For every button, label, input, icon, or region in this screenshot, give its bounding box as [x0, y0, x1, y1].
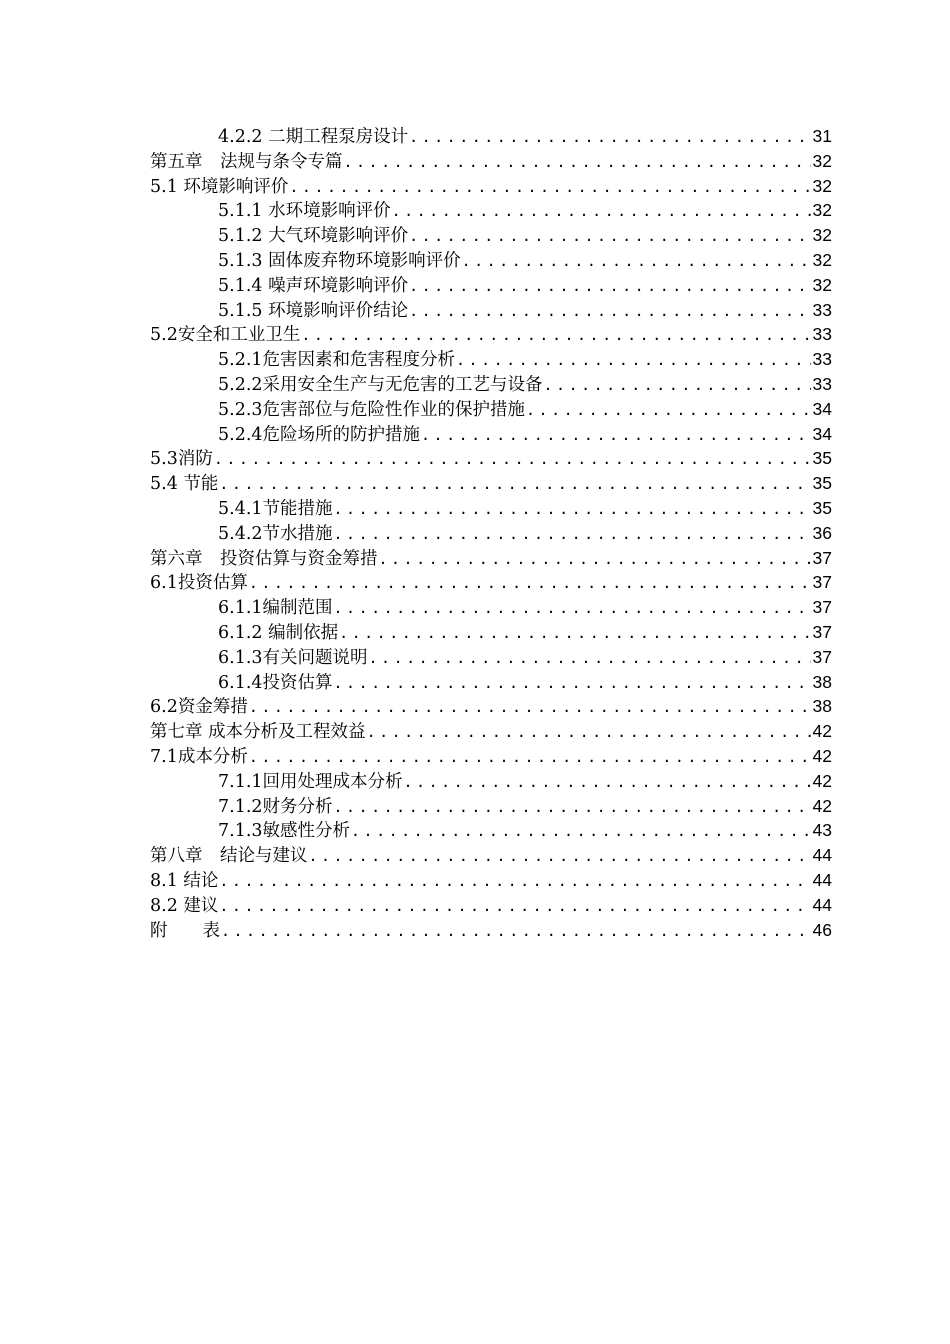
toc-entry[interactable]	[150, 818, 832, 843]
toc-entry-title: 8.1 结论	[150, 870, 219, 891]
toc-entry[interactable]	[150, 347, 832, 372]
toc-entry[interactable]	[150, 273, 832, 298]
toc-dot-leader	[344, 150, 811, 175]
toc-entry-title: 第五章 法规与条令专篇	[150, 151, 343, 172]
toc-entry-title: 第六章 投资估算与资金筹措	[150, 548, 378, 569]
toc-entry-title: 8.2 建议	[150, 895, 219, 916]
toc-dot-leader	[219, 869, 810, 894]
table-of-contents	[150, 124, 832, 942]
toc-dot-leader	[392, 199, 811, 224]
toc-page-number: 34	[812, 398, 832, 419]
toc-page-number: 37	[812, 646, 832, 667]
toc-page-number: 33	[812, 299, 832, 320]
toc-entry-title: 6.1.2 编制依据	[218, 622, 339, 643]
toc-page-number: 33	[812, 349, 832, 370]
toc-entry[interactable]	[150, 298, 832, 323]
toc-dot-leader	[421, 423, 811, 448]
toc-entry-title: 7.1.2财务分析	[218, 796, 333, 817]
toc-entry[interactable]	[150, 521, 832, 546]
toc-dot-leader	[249, 571, 811, 596]
toc-page-number: 42	[812, 770, 832, 791]
toc-page-number: 44	[812, 894, 832, 915]
toc-entry[interactable]	[150, 174, 832, 199]
toc-page-number: 43	[812, 820, 832, 841]
toc-entry-title: 6.1.3有关问题说明	[218, 647, 368, 668]
toc-page-number: 35	[812, 497, 832, 518]
toc-entry-title: 5.1 环境影响评价	[150, 176, 289, 197]
toc-entry[interactable]	[150, 670, 832, 695]
toc-entry-title: 5.1.4 噪声环境影响评价	[218, 275, 409, 296]
toc-page-number: 32	[812, 225, 832, 246]
toc-page-number: 37	[812, 621, 832, 642]
toc-entry[interactable]	[150, 843, 832, 868]
toc-entry[interactable]	[150, 322, 832, 347]
toc-dot-leader	[334, 522, 811, 547]
toc-entry[interactable]	[150, 868, 832, 893]
toc-entry-title: 5.2.3危害部位与危险性作业的保护措施	[218, 399, 526, 420]
toc-page-number: 37	[812, 572, 832, 593]
toc-entry[interactable]	[150, 446, 832, 471]
toc-entry[interactable]	[150, 496, 832, 521]
toc-dot-leader	[339, 621, 810, 646]
toc-entry-title: 5.4.2节水措施	[218, 523, 333, 544]
toc-entry-title: 5.1.1 水环境影响评价	[218, 201, 391, 222]
toc-dot-leader	[409, 125, 810, 150]
toc-entry[interactable]	[150, 546, 832, 571]
toc-entry[interactable]	[150, 719, 832, 744]
toc-dot-leader	[544, 373, 811, 398]
toc-entry-title: 7.1.1回用处理成本分析	[218, 771, 403, 792]
toc-entry[interactable]	[150, 645, 832, 670]
toc-entry[interactable]	[150, 595, 832, 620]
toc-dot-leader	[367, 720, 811, 745]
toc-entry-title: 第八章 结论与建议	[150, 846, 308, 867]
toc-dot-leader	[456, 348, 811, 373]
toc-dot-leader	[219, 894, 810, 919]
toc-page-number: 44	[812, 845, 832, 866]
toc-page-number: 37	[812, 547, 832, 568]
toc-entry-title: 5.4.1节能措施	[218, 498, 333, 519]
toc-entry[interactable]	[150, 744, 832, 769]
toc-entry-title: 6.1.1编制范围	[218, 598, 333, 619]
toc-page-number: 42	[812, 745, 832, 766]
toc-dot-leader	[249, 745, 811, 770]
toc-dot-leader	[379, 547, 811, 572]
toc-page-number: 32	[812, 200, 832, 221]
toc-entry-title: 5.3消防	[150, 449, 213, 470]
toc-entry-title: 5.4 节能	[150, 474, 219, 495]
toc-dot-leader	[404, 770, 811, 795]
toc-entry-title: 5.2.2采用安全生产与无危害的工艺与设备	[218, 374, 543, 395]
toc-entry-title: 6.1投资估算	[150, 573, 248, 594]
toc-page-number: 42	[812, 795, 832, 816]
toc-entry[interactable]	[150, 124, 832, 149]
toc-dot-leader	[462, 249, 811, 274]
toc-page-number: 35	[812, 448, 832, 469]
toc-page-number: 34	[812, 423, 832, 444]
toc-dot-leader	[409, 224, 810, 249]
toc-page-number: 32	[812, 175, 832, 196]
toc-entry-title: 5.1.3 固体废弃物环境影响评价	[218, 250, 461, 271]
toc-dot-leader	[351, 819, 811, 844]
toc-entry[interactable]	[150, 794, 832, 819]
toc-entry[interactable]	[150, 570, 832, 595]
toc-entry-title: 7.1成本分析	[150, 746, 248, 767]
toc-dot-leader	[309, 844, 811, 869]
toc-entry-title: 附 表	[150, 920, 220, 941]
toc-entry-title: 第七章 成本分析及工程效益	[150, 722, 366, 743]
toc-entry-title: 5.2.1危害因素和危害程度分析	[218, 350, 456, 371]
toc-dot-leader	[409, 274, 810, 299]
toc-dot-leader	[334, 795, 811, 820]
toc-entry[interactable]	[150, 223, 832, 248]
toc-entry-title: 6.1.4投资估算	[218, 672, 333, 693]
toc-entry-title: 4.2.2 二期工程泵房设计	[218, 127, 409, 147]
toc-entry-title: 5.2安全和工业卫生	[150, 325, 301, 346]
toc-dot-leader	[409, 299, 810, 324]
toc-page-number: 33	[812, 324, 832, 345]
toc-page-number: 38	[812, 696, 832, 717]
toc-page-number: 32	[812, 249, 832, 270]
toc-entry[interactable]	[150, 397, 832, 422]
toc-entry-title: 6.2资金筹措	[150, 697, 248, 718]
toc-entry[interactable]	[150, 471, 832, 496]
toc-page-number: 32	[812, 150, 832, 171]
toc-dot-leader	[334, 596, 811, 621]
toc-dot-leader	[219, 472, 810, 497]
toc-entry[interactable]	[150, 149, 832, 174]
toc-dot-leader	[289, 175, 810, 200]
toc-entry-title: 5.1.5 环境影响评价结论	[218, 300, 409, 321]
toc-page-number: 31	[812, 126, 832, 146]
toc-dot-leader	[526, 398, 811, 423]
toc-dot-leader	[221, 919, 811, 944]
toc-entry[interactable]	[150, 372, 832, 397]
toc-entry[interactable]	[150, 620, 832, 645]
toc-page-number: 46	[812, 919, 832, 940]
toc-entry[interactable]	[150, 769, 832, 794]
toc-entry-title: 5.1.2 大气环境影响评价	[218, 226, 409, 247]
toc-page-number: 36	[812, 522, 832, 543]
toc-entry[interactable]	[150, 248, 832, 273]
toc-page-number: 38	[812, 671, 832, 692]
toc-entry[interactable]	[150, 422, 832, 447]
toc-dot-leader	[214, 447, 811, 472]
toc-dot-leader	[334, 497, 811, 522]
toc-page-number: 42	[812, 721, 832, 742]
toc-page-number: 35	[812, 473, 832, 494]
toc-page-number: 32	[812, 274, 832, 295]
toc-entry[interactable]	[150, 198, 832, 223]
toc-dot-leader	[301, 323, 810, 348]
toc-dot-leader	[369, 646, 811, 671]
toc-page-number: 33	[812, 373, 832, 394]
toc-entry-title: 7.1.3敏感性分析	[218, 821, 351, 842]
toc-page-number: 37	[812, 597, 832, 618]
toc-dot-leader	[334, 671, 811, 696]
toc-page-number: 44	[812, 869, 832, 890]
toc-entry[interactable]	[150, 694, 832, 719]
toc-entry-title: 5.2.4危险场所的防护措施	[218, 424, 421, 445]
toc-entry[interactable]	[150, 918, 832, 943]
toc-dot-leader	[249, 695, 811, 720]
toc-entry[interactable]	[150, 893, 832, 918]
